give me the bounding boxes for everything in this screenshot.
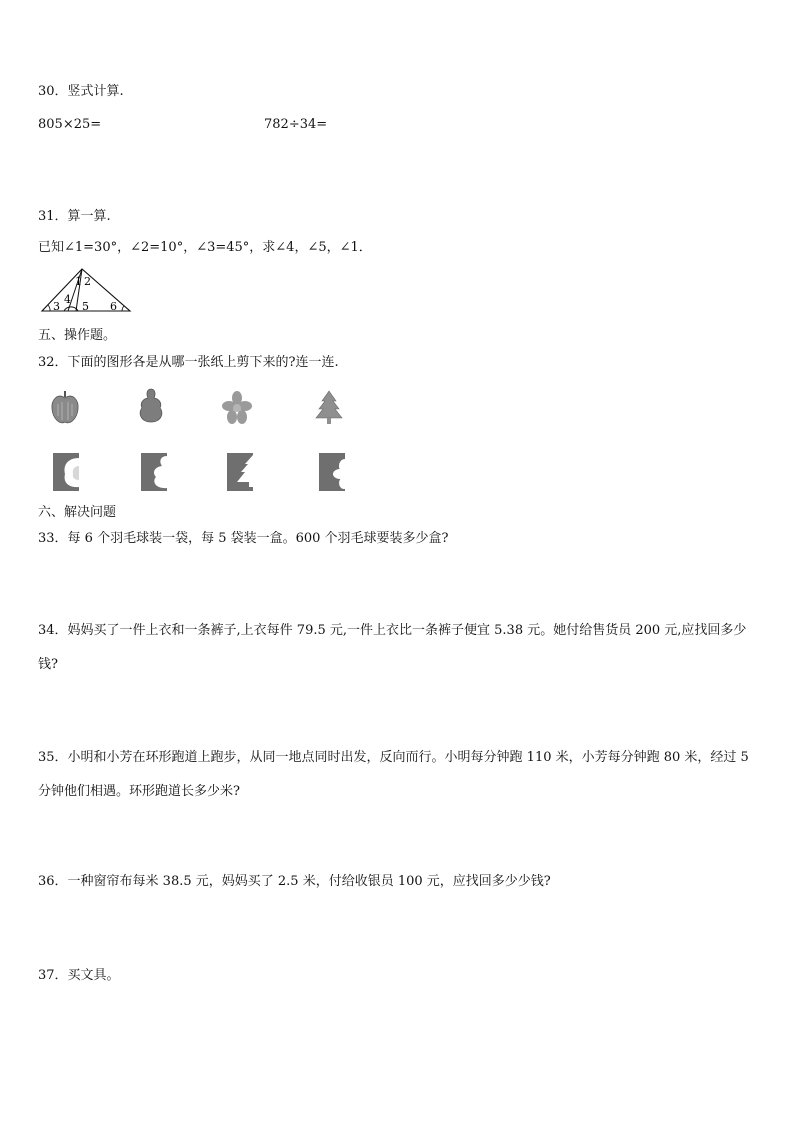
q31-triangle-figure	[40, 266, 134, 316]
q32-title: 32．下面的图形各是从哪一张纸上剪下来的?连一连.	[38, 355, 339, 370]
section-6-title: 六、解决问题	[38, 505, 117, 520]
tree-shape[interactable]	[314, 390, 344, 426]
angle-arc-right	[122, 306, 124, 311]
q31-text: 已知∠1=30°，∠2=10°，∠3=45°，求∠4，∠5，∠1．	[38, 240, 372, 255]
apple-shape[interactable]	[50, 390, 80, 426]
q35-text: 35．小明和小芳在环形跑道上跑步，从同一地点同时出发，反向而行。小明每分钟跑 110 米，小芳每分钟跑 80 米，经过 5 分钟他们相遇。环形跑道长多少米?	[38, 750, 749, 799]
angle-label-3: 3	[53, 300, 60, 313]
q34-text: 34．妈妈买了一件上衣和一条裤子,上衣每件 79.5 元,一件上衣比一条裤子便宜 5.38 元。她付给售货员 200 元,应找回多少钱?	[38, 623, 747, 672]
paper-cut-2[interactable]	[140, 452, 170, 492]
q30-title: 30．竖式计算.	[38, 84, 124, 99]
angle-arc-left	[48, 305, 50, 311]
q33-text: 33．每 6 个羽毛球装一袋，每 5 袋装一盒。600 个羽毛球要装多少盒?	[38, 531, 449, 546]
q37-text: 37．买文具。	[38, 968, 120, 983]
q36-text: 36．一种窗帘布每米 38.5 元，妈妈买了 2.5 米，付给收银员 100 元，应找回多少少钱?	[38, 874, 551, 889]
q30-expression-a: 805×25=	[38, 117, 102, 132]
angle-label-2: 2	[84, 275, 91, 288]
angle-label-1: 1	[75, 275, 82, 288]
q31-title: 31．算一算.	[38, 209, 111, 224]
q30-expression-b: 782÷34=	[264, 117, 328, 132]
paper-cut-3[interactable]	[226, 452, 256, 492]
paper-cut-1[interactable]	[52, 452, 82, 492]
angle-label-5: 5	[82, 300, 89, 313]
flower-shape[interactable]	[222, 390, 252, 426]
angle-label-6: 6	[110, 300, 117, 313]
section-5-title: 五、操作题。	[38, 328, 117, 343]
paper-cut-4[interactable]	[318, 452, 348, 492]
gourd-shape[interactable]	[136, 388, 166, 424]
angle-label-4: 4	[64, 293, 71, 306]
